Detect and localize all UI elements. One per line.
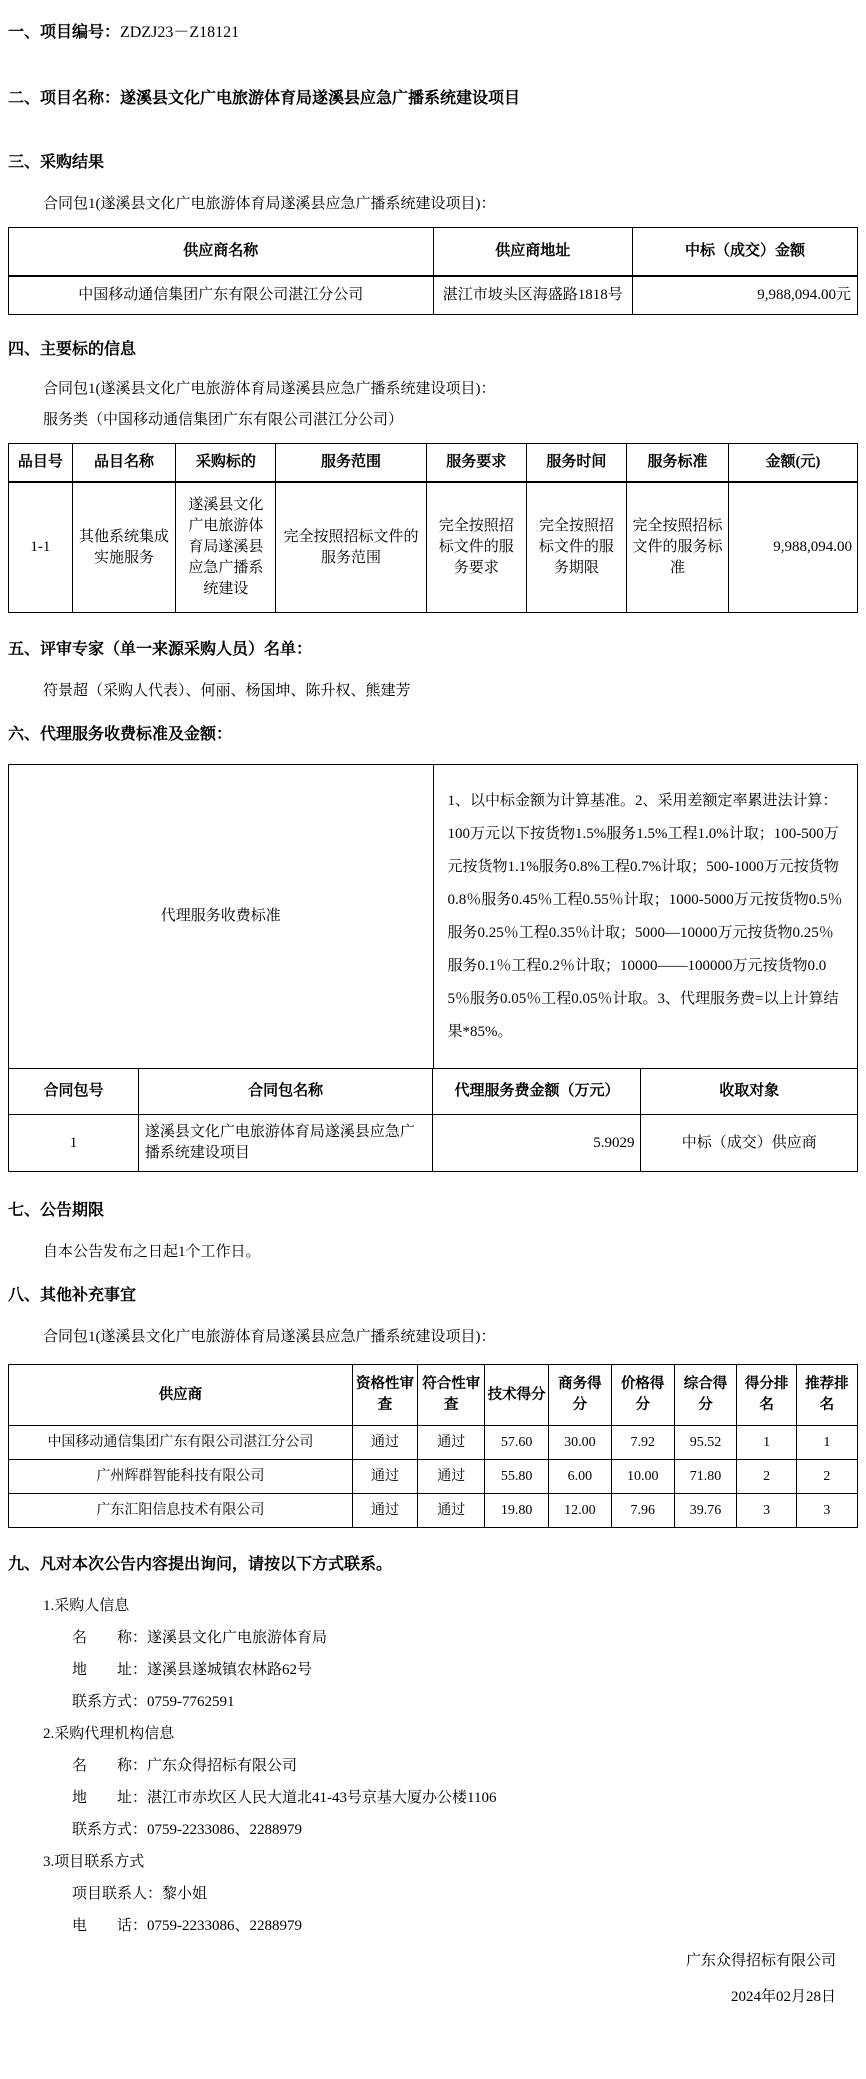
cell-price: 7.92 xyxy=(611,1426,674,1460)
cell-business: 6.00 xyxy=(548,1460,611,1494)
header-item-no: 品目号 xyxy=(9,444,73,483)
procurement-result-heading: 三、采购结果 xyxy=(8,154,105,171)
cell-package-name: 遂溪县文化广电旅游体育局遂溪县应急广播系统建设项目 xyxy=(138,1115,433,1172)
score-header-row xyxy=(9,1365,858,1426)
cell-fee-amount: 5.9029 xyxy=(433,1115,641,1172)
header-total-score: 综合得分 xyxy=(674,1365,737,1426)
agency-fee-header-row xyxy=(9,1069,858,1115)
cell-qualification: 通过 xyxy=(352,1494,417,1528)
header-score-rank: 得分排名 xyxy=(737,1365,796,1426)
cell-service-requirement: 完全按照招标文件的服务要求 xyxy=(426,482,526,613)
agency-info-title: 2.采购代理机构信息 xyxy=(43,1726,175,1742)
project-name-label: 二、项目名称： xyxy=(8,90,121,107)
purchaser-info-title: 1.采购人信息 xyxy=(43,1598,130,1614)
cell-conformity: 通过 xyxy=(418,1494,485,1528)
header-supplier-address: 供应商地址 xyxy=(433,228,633,277)
review-experts-heading: 五、评审专家（单一来源采购人员）名单： xyxy=(8,641,313,658)
agency-phone-line: 联系方式：0759-2233086、2288979 xyxy=(72,1822,302,1838)
cell-award-amount: 9,988,094.00元 xyxy=(633,276,858,315)
announcement-period-text: 自本公告发布之日起1个工作日。 xyxy=(43,1244,261,1260)
cell-supplier: 广州辉群智能科技有限公司 xyxy=(9,1460,353,1494)
cell-supplier-name: 中国移动通信集团广东有限公司湛江分公司 xyxy=(9,276,434,315)
cell-service-time: 完全按照招标文件的服务期限 xyxy=(526,482,626,613)
cell-fee-payer: 中标（成交）供应商 xyxy=(641,1115,858,1172)
agency-fee-heading: 六、代理服务收费标准及金额： xyxy=(8,726,233,743)
contract-package-intro-2: 合同包1(遂溪县文化广电旅游体育局遂溪县应急广播系统建设项目)： xyxy=(43,381,496,397)
cell-price: 10.00 xyxy=(611,1460,674,1494)
bid-detail-table xyxy=(8,443,858,613)
score-row-3 xyxy=(9,1494,858,1528)
purchaser-name-line: 名 称：遂溪县文化广电旅游体育局 xyxy=(72,1630,328,1646)
supplier-score-table xyxy=(8,1364,858,1528)
contract-package-intro-1: 合同包1(遂溪县文化广电旅游体育局遂溪县应急广播系统建设项目)： xyxy=(43,196,496,212)
cell-qualification: 通过 xyxy=(352,1460,417,1494)
cell-supplier-address: 湛江市坡头区海盛路1818号 xyxy=(433,276,633,315)
cell-score-rank: 3 xyxy=(737,1494,796,1528)
cell-amount: 9,988,094.00 xyxy=(728,482,857,613)
header-amount: 金额(元) xyxy=(728,444,857,483)
project-name-value: 遂溪县文化广电旅游体育局遂溪县应急广播系统建设项目 xyxy=(120,90,521,107)
header-technical-score: 技术得分 xyxy=(485,1365,549,1426)
header-award-amount: 中标（成交）金额 xyxy=(633,228,858,277)
cell-package-no: 1 xyxy=(9,1115,139,1172)
project-number-value: ZDZJ23－Z18121 xyxy=(120,24,240,41)
purchaser-address-line: 地 址：遂溪县遂城镇农林路62号 xyxy=(72,1662,313,1678)
project-name-heading xyxy=(8,88,858,110)
supplier-result-table xyxy=(8,227,858,315)
cell-score-rank: 2 xyxy=(737,1460,796,1494)
fee-standard-label-cell: 代理服务收费标准 xyxy=(9,765,434,1069)
contract-package-intro-3: 合同包1(遂溪县文化广电旅游体育局遂溪县应急广播系统建设项目)： xyxy=(43,1329,496,1345)
header-package-name: 合同包名称 xyxy=(138,1069,433,1115)
purchaser-phone-line: 联系方式：0759-7762591 xyxy=(72,1694,235,1710)
agency-fee-amount-table xyxy=(8,1068,858,1172)
project-number-heading xyxy=(8,22,858,44)
header-procurement-target: 采购标的 xyxy=(176,444,276,483)
score-row-1 xyxy=(9,1426,858,1460)
cell-supplier: 广东汇阳信息技术有限公司 xyxy=(9,1494,353,1528)
cell-procurement-target: 遂溪县文化广电旅游体育局遂溪县应急广播系统建设 xyxy=(176,482,276,613)
header-item-name: 品目名称 xyxy=(72,444,176,483)
supplier-result-row xyxy=(9,276,858,315)
cell-technical: 55.80 xyxy=(485,1460,549,1494)
cell-supplier: 中国移动通信集团广东有限公司湛江分公司 xyxy=(9,1426,353,1460)
footer-date: 2024年02月28日 xyxy=(730,1989,836,2005)
cell-conformity: 通过 xyxy=(418,1426,485,1460)
agency-address-line: 地 址：湛江市赤坎区人民大道北41-43号京基大厦办公楼1106 xyxy=(72,1790,497,1806)
header-service-standard: 服务标准 xyxy=(627,444,729,483)
header-supplier: 供应商 xyxy=(9,1365,353,1426)
cell-total: 71.80 xyxy=(674,1460,737,1494)
cell-conformity: 通过 xyxy=(418,1460,485,1494)
main-bid-info-heading: 四、主要标的信息 xyxy=(8,341,137,358)
header-conformity-review: 符合性审查 xyxy=(418,1365,485,1426)
header-price-score: 价格得分 xyxy=(611,1365,674,1426)
cell-business: 12.00 xyxy=(548,1494,611,1528)
agency-info-group xyxy=(8,1724,858,1841)
header-package-no: 合同包号 xyxy=(9,1069,139,1115)
project-contact-title: 3.项目联系方式 xyxy=(43,1854,145,1870)
bid-detail-header-row xyxy=(9,444,858,483)
cell-item-no: 1-1 xyxy=(9,482,73,613)
cell-item-name: 其他系统集成实施服务 xyxy=(72,482,176,613)
contact-heading: 九、凡对本次公告内容提出询问，请按以下方式联系。 xyxy=(8,1556,393,1573)
cell-service-standard: 完全按照招标文件的服务标准 xyxy=(627,482,729,613)
header-qualification-review: 资格性审查 xyxy=(352,1365,417,1426)
cell-recommend-rank: 3 xyxy=(796,1494,857,1528)
header-business-score: 商务得分 xyxy=(548,1365,611,1426)
project-number-label: 一、项目编号： xyxy=(8,24,121,41)
cell-total: 39.76 xyxy=(674,1494,737,1528)
header-fee-amount: 代理服务费金额（万元） xyxy=(433,1069,641,1115)
header-service-requirement: 服务要求 xyxy=(426,444,526,483)
header-recommend-rank: 推荐排名 xyxy=(796,1365,857,1426)
cell-total: 95.52 xyxy=(674,1426,737,1460)
agency-fee-standard-table xyxy=(8,764,858,1069)
announcement-period-heading: 七、公告期限 xyxy=(8,1202,105,1219)
header-service-scope: 服务范围 xyxy=(276,444,426,483)
fee-standard-text-cell: 1、以中标金额为计算基准。2、采用差额定率累进法计算：100万元以下按货物1.5%服务1.5%工程1.0%计取；100-500万元按货物1.1%服务0.8%工程0.7%计取；500-1000万元按货物0.8％服务0.45％工程0.55％计取；1000-5000万元按货物0.5％服务0.25％工程0.35％计取；5000—10000万元按货物0.25％服务0.1％工程0.2％计取；10000——100000万元按货物0.05％服务0.05％工程0.05％计取。3、代理服务费=以上计算结果*85%。 xyxy=(433,765,858,1069)
review-experts-names: 符景超（采购人代表）、何丽、杨国坤、陈升权、熊建芳 xyxy=(43,683,411,699)
header-service-time: 服务时间 xyxy=(526,444,626,483)
agency-fee-row xyxy=(9,1115,858,1172)
cell-service-scope: 完全按照招标文件的服务范围 xyxy=(276,482,426,613)
purchaser-info-group xyxy=(8,1596,858,1713)
supplier-result-header-row xyxy=(9,228,858,277)
agency-name-line: 名 称：广东众得招标有限公司 xyxy=(72,1758,298,1774)
cell-business: 30.00 xyxy=(548,1426,611,1460)
cell-recommend-rank: 2 xyxy=(796,1460,857,1494)
service-category-line: 服务类（中国移动通信集团广东有限公司湛江分公司） xyxy=(43,412,404,428)
project-contact-phone-line: 电 话：0759-2233086、2288979 xyxy=(72,1918,302,1934)
score-row-2 xyxy=(9,1460,858,1494)
cell-qualification: 通过 xyxy=(352,1426,417,1460)
cell-technical: 57.60 xyxy=(485,1426,549,1460)
header-supplier-name: 供应商名称 xyxy=(9,228,434,277)
cell-technical: 19.80 xyxy=(485,1494,549,1528)
project-contact-group xyxy=(8,1852,858,1937)
project-contact-person-line: 项目联系人：黎小姐 xyxy=(72,1886,208,1902)
footer-company: 广东众得招标有限公司 xyxy=(685,1953,836,1969)
bid-detail-row xyxy=(9,482,858,613)
cell-price: 7.96 xyxy=(611,1494,674,1528)
cell-recommend-rank: 1 xyxy=(796,1426,857,1460)
header-fee-payer: 收取对象 xyxy=(641,1069,858,1115)
agency-fee-standard-row xyxy=(9,765,858,1069)
other-matters-heading: 八、其他补充事宜 xyxy=(8,1287,137,1304)
cell-score-rank: 1 xyxy=(737,1426,796,1460)
